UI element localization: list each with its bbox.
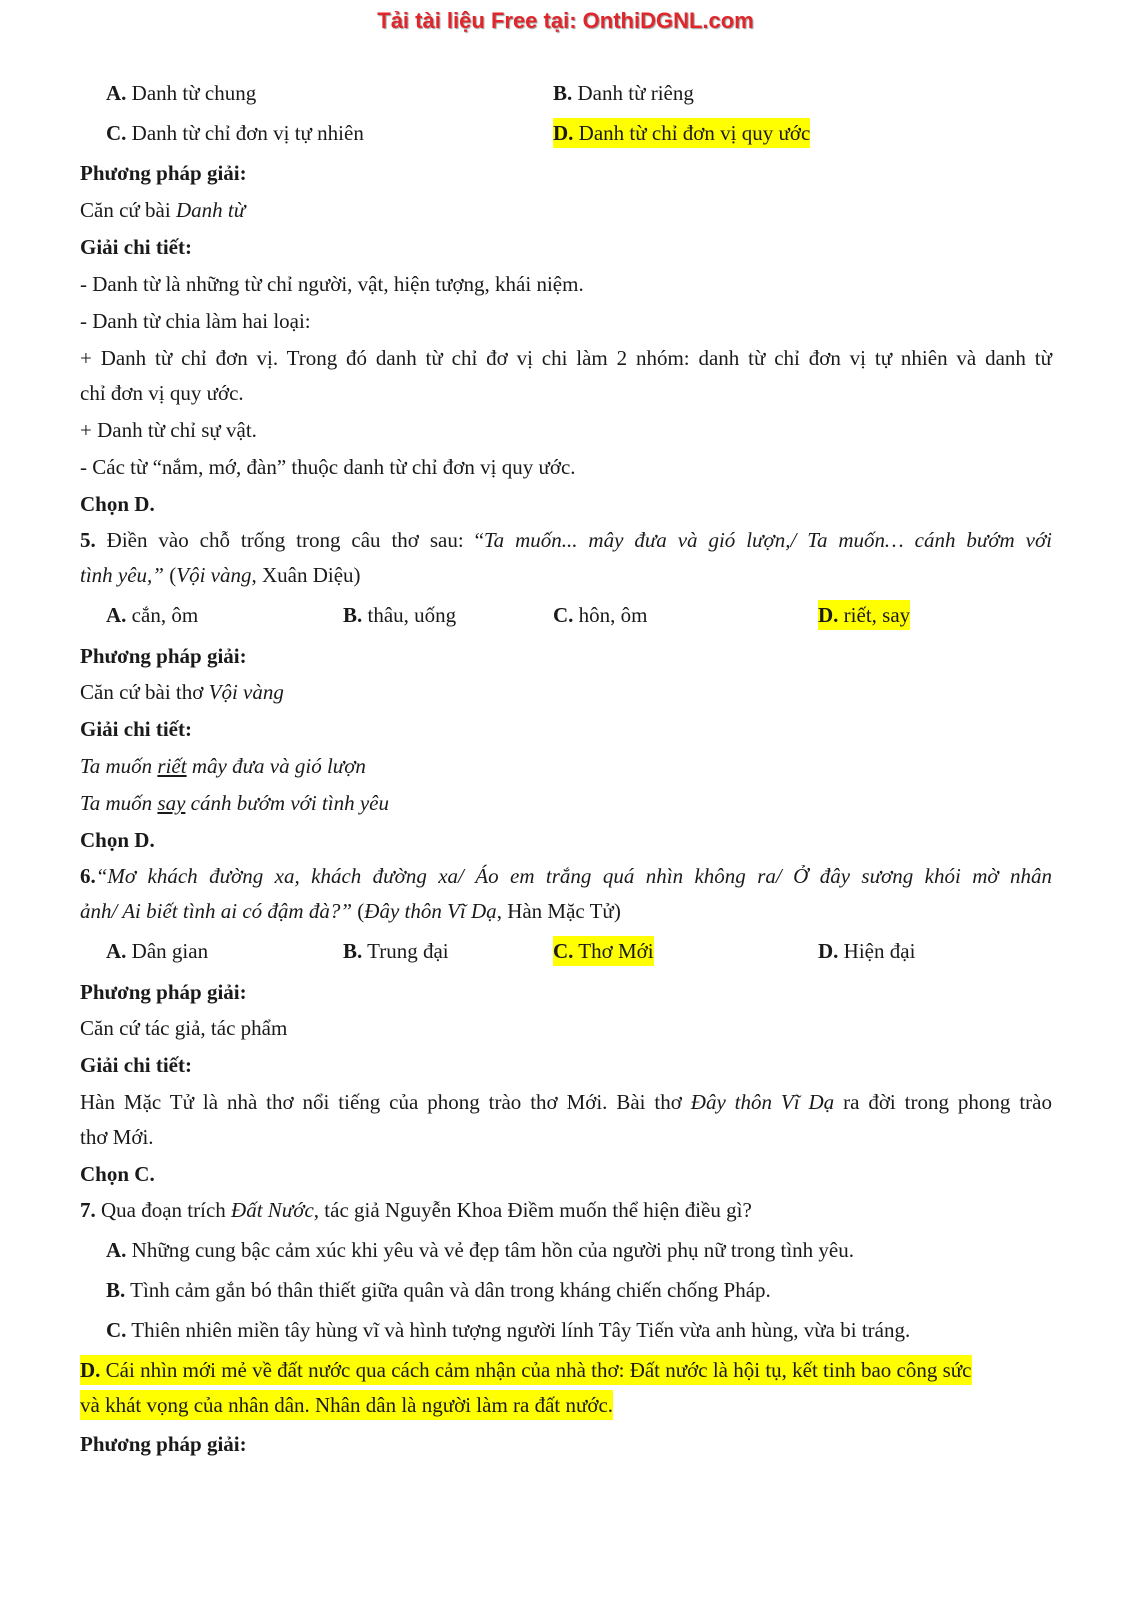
q4-option-a: A. Danh từ chung: [106, 81, 257, 105]
q4-answer: Chọn D.: [80, 492, 155, 516]
q6-option-d: D. Hiện đại: [818, 939, 916, 963]
q7-option-b: B. Tình cảm gắn bó thân thiết giữa quân và dân trong kháng chiến chống Pháp.: [106, 1278, 771, 1302]
q5-prompt: 5. Điền vào chỗ trống trong câu thơ sau: “Ta muốn... mây đưa và gió lượn,/ Ta muốn… cánh bướm với: [80, 528, 1052, 552]
q4-method-label: Phương pháp giải:: [80, 161, 247, 185]
q6-prompt-cont: ảnh/ Ai biết tình ai có đậm đà?” (Đây thôn Vĩ Dạ, Hàn Mặc Tử): [80, 899, 621, 923]
q4-option-d-correct: D. Danh từ chỉ đơn vị quy ước: [553, 118, 810, 148]
q5-method-text: Căn cứ bài thơ Vội vàng: [80, 680, 284, 704]
q4-detail-line: - Các từ “nắm, mớ, đàn” thuộc danh từ chỉ đơn vị quy ước.: [80, 455, 576, 479]
q4-detail-label: Giải chi tiết:: [80, 235, 192, 259]
q5-option-b: B. thâu, uống: [343, 603, 457, 627]
q4-method-text: Căn cứ bài Danh từ: [80, 198, 246, 222]
q7-option-a: A. Những cung bậc cảm xúc khi yêu và vẻ đẹp tâm hồn của người phụ nữ trong tình yêu.: [106, 1238, 854, 1262]
q7-method-label: Phương pháp giải:: [80, 1432, 247, 1456]
q7-prompt: 7. Qua đoạn trích Đất Nước, tác giả Nguyễn Khoa Điềm muốn thể hiện điều gì?: [80, 1198, 752, 1222]
q6-option-b: B. Trung đại: [343, 939, 449, 963]
q6-answer: Chọn C.: [80, 1162, 155, 1186]
q6-option-a: A. Dân gian: [106, 939, 209, 963]
q6-detail-label: Giải chi tiết:: [80, 1053, 192, 1077]
q5-option-c: C. hôn, ôm: [553, 603, 648, 627]
q5-poem-line-2: Ta muốn say cánh bướm với tình yêu: [80, 791, 389, 815]
q6-method-label: Phương pháp giải:: [80, 980, 247, 1004]
q6-detail-line: Hàn Mặc Tử là nhà thơ nổi tiếng của phong trào thơ Mới. Bài thơ Đây thôn Vĩ Dạ ra đời trong phong trào: [80, 1090, 1052, 1114]
q4-detail-line: + Danh từ chỉ đơn vị. Trong đó danh từ chỉ đơ vị chi làm 2 nhóm: danh từ chỉ đơn vị tự nhiên và danh từ: [80, 346, 1052, 370]
q5-answer: Chọn D.: [80, 828, 155, 852]
q5-prompt-cont: tình yêu,” (Vội vàng, Xuân Diệu): [80, 563, 361, 587]
q6-option-c-correct: C. Thơ Mới: [553, 936, 654, 966]
q4-option-c: C. Danh từ chỉ đơn vị tự nhiên: [106, 121, 364, 145]
q4-option-b: B. Danh từ riêng: [553, 81, 694, 105]
q5-option-a: A. cắn, ôm: [106, 603, 199, 627]
q7-option-c: C. Thiên nhiên miền tây hùng vĩ và hình tượng người lính Tây Tiến vừa anh hùng, vừa bi tráng.: [106, 1318, 911, 1342]
q4-detail-line: chỉ đơn vị quy ước.: [80, 381, 244, 405]
q7-option-d-correct-cont: và khát vọng của nhân dân. Nhân dân là người làm ra đất nước.: [80, 1390, 613, 1420]
q5-detail-label: Giải chi tiết:: [80, 717, 192, 741]
q5-method-label: Phương pháp giải:: [80, 644, 247, 668]
q6-method-text: Căn cứ tác giả, tác phẩm: [80, 1016, 288, 1040]
site-header-banner: Tải tài liệu Free tại: OnthiDGNL.com: [377, 8, 754, 33]
q7-option-d-correct: D. Cái nhìn mới mẻ về đất nước qua cách cảm nhận của nhà thơ: Đất nước là hội tụ, kết tinh bao công sức: [80, 1355, 972, 1385]
q5-poem-line-1: Ta muốn riết mây đưa và gió lượn: [80, 754, 366, 778]
q4-detail-line: - Danh từ là những từ chỉ người, vật, hiện tượng, khái niệm.: [80, 272, 584, 296]
q6-prompt: 6.“Mơ khách đường xa, khách đường xa/ Áo em trắng quá nhìn không ra/ Ở đây sương khói mờ nhân: [80, 864, 1052, 888]
q6-detail-line: thơ Mới.: [80, 1125, 154, 1149]
q5-option-d-correct: D. riết, say: [818, 600, 910, 630]
q4-detail-line: - Danh từ chia làm hai loại:: [80, 309, 311, 333]
q4-detail-line: + Danh từ chỉ sự vật.: [80, 418, 257, 442]
